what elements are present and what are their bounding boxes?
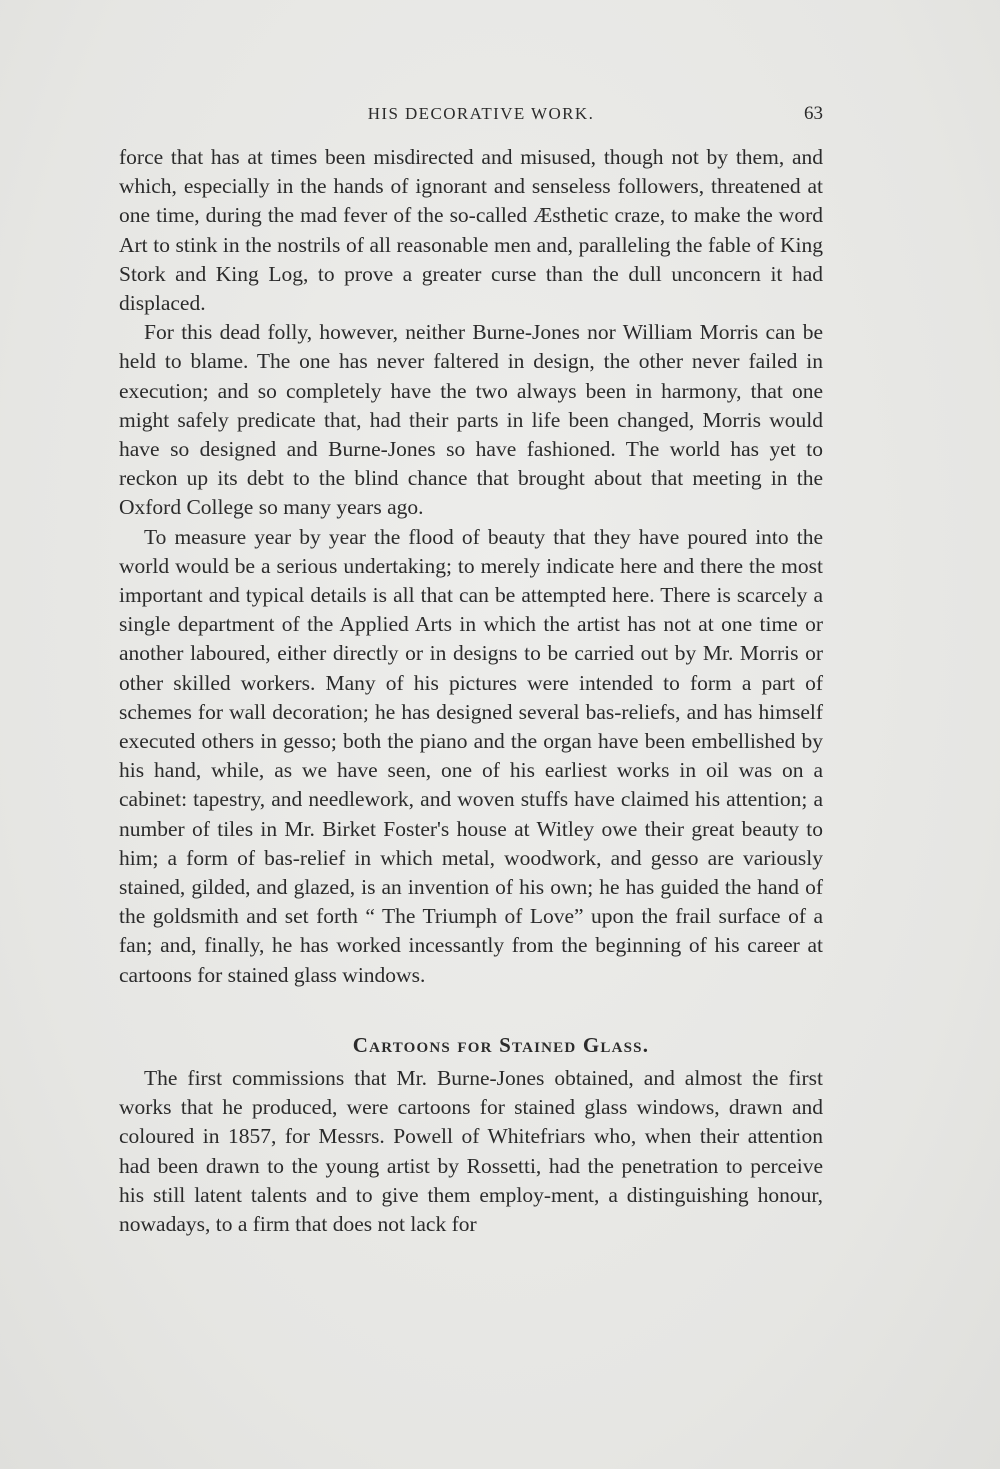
running-head [119,104,823,130]
paragraph-burne-jones-morris: For this dead folly, however, neither Burne-Jones nor William Morris can be held to blame. The one has never faltered in design, the other never failed in execution; and so completely have the two always been in harmony, that one might safely predicate that, had their parts in life been changed, Morris would have so designed and Burne-Jones so have fashioned. The world has yet to reckon up its debt to the blind chance that brought about that meeting in the Oxford College so many years ago. [119,320,823,520]
paragraph-applied-arts: To measure year by year the flood of beauty that they have poured into the world would be a serious undertaking; to merely indicate here and there the most important and typical details is all that can be attempted here. There is scarcely a single department of the Applied Arts in which the artist has not at one time or another laboured, either directly or in designs to be carried out by Mr. Morris or other skilled workers. Many of his pictures were intended to form a part of schemes for wall decoration; he has designed several bas-reliefs, and has himself executed others in gesso; both the piano and the organ have been embellished by his hand, while, as we have seen, one of his earliest works in oil was on a cabinet: tapestry, and needlework, and woven stuffs have claimed his attention; a number of tiles in Mr. Birket Foster's house at Witley owe their great beauty to him; a form of bas-relief in which metal, woodwork, and gesso are variously stained, gilded, and glazed, is an invention of his own; he has guided the hand of the goldsmith and set forth “ The Triumph of Love” upon the frail surface of a fan; and, finally, he has worked incessantly from the beginning of his career at cartoons for stained glass windows. [119,524,823,987]
running-title: HIS DECORATIVE WORK. [367,104,595,123]
paragraph-continuation: force that has at times been misdirected and misused, though not by them, and which, especially in the hands of ignorant and senseless followers, threatened at one time, during the mad fever of the so-called Æsthetic craze, to make the word Art to stink in the nostrils of all reasonable men and, paralleling the fable of King Stork and King Log, to prove a greater curse than the dull unconcern it had displaced. [119,145,823,316]
paragraph-stained-glass: The first commissions that Mr. Burne-Jones obtained, and almost the first works that he produced, were cartoons for stained glass windows, drawn and coloured in 1857, for Messrs. Powell of Whitefriars who, when their attention had been drawn to the young artist by Rossetti, had the penetration to perceive his still latent talents and to give them employ-ment, a distinguishing honour, nowadays, to a firm that does not lack for [119,1065,823,1236]
body-text [119,143,823,1239]
section-heading: Cartoons for Stained Glass. [352,1032,650,1057]
page-number: 63 [804,103,823,124]
